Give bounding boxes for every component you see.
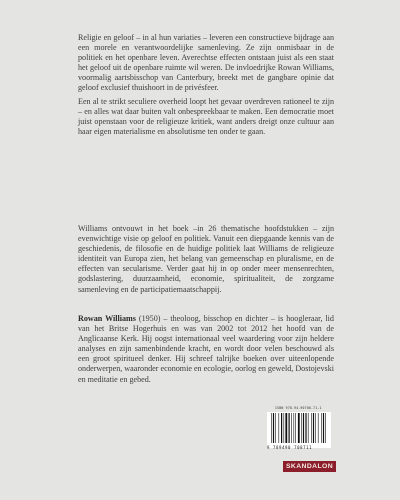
author-name: Rowan Williams: [78, 314, 136, 323]
barcode-digits: 9 789490 708711: [267, 445, 313, 450]
blurb-intro: [78, 33, 334, 140]
isbn-label: ISBN 978-94-90708-71-1: [275, 406, 322, 410]
isbn-barcode-area: [267, 406, 335, 448]
barcode: [267, 412, 331, 448]
author-bio-text: (1950) – theoloog, bisschop en dichter – is hoogleraar, lid van het Britse Hogerhuis en was van 2002 tot 2012 het hoofd van de Anglicaanse Kerk. Hij oogst internationaal veel waardering voor zijn heldere analyses en zijn samenbindende kracht, en wordt door velen beschouwd als een groot spiritueel denker. Hij schreef talrijke boeken over uiteenlopende onderwerpen, waaronder economie en ecologie, oorlog en geweld, Dostojevski en meditatie en gebed.: [78, 314, 334, 384]
author-bio-paragraph: [78, 314, 334, 385]
blurb-book-summary: [78, 224, 334, 298]
barcode-icon: [267, 412, 331, 444]
blurb-paragraph-1: Religie en geloof – in al hun variaties – leveren een constructieve bijdrage aan een morele en verantwoordelijke samenleving. Ze zijn onmisbaar in de politiek en het openbare leven. Averechtse effecten ontstaan juist als een staat het geloof uit de openbare ruimte wil weren. De invloedrijke Rowan Williams, voormalig aartsbisschop van Canterbury, breekt met de gangbare opinie dat geloof exclusief thuishoort in de privésfeer.: [78, 33, 334, 93]
blurb-paragraph-3: Williams ontvouwt in het boek –in 26 thematische hoofdstukken – zijn evenwichtige visie op geloof en politiek. Vanuit een diepgaande kennis van de geschiedenis, de filosofie en de huidige politiek laat Williams de religieuze identiteit van Europa zien, het belang van gemeenschap en pluralisme, en de effecten van secularisme. Verder gaat hij in op onder meer mensenrechten, godslastering, duurzaamheid, economie, spiritualiteit, de zorgzame samenleving en de participatiemaatschappij.: [78, 224, 334, 294]
blurb-paragraph-2: Een al te strikt seculiere overheid loopt het gevaar overdreven rationeel te zijn – en alles wat daar buiten valt onbespreekbaar te maken. Een democratie moet juist openstaan voor de religieuze kritiek, want anders dreigt onze cultuur aan haar eigen materialisme en absolutisme ten onder te gaan.: [78, 96, 334, 136]
publisher-logo: SKANDALON: [283, 461, 336, 472]
author-bio: [78, 314, 334, 388]
